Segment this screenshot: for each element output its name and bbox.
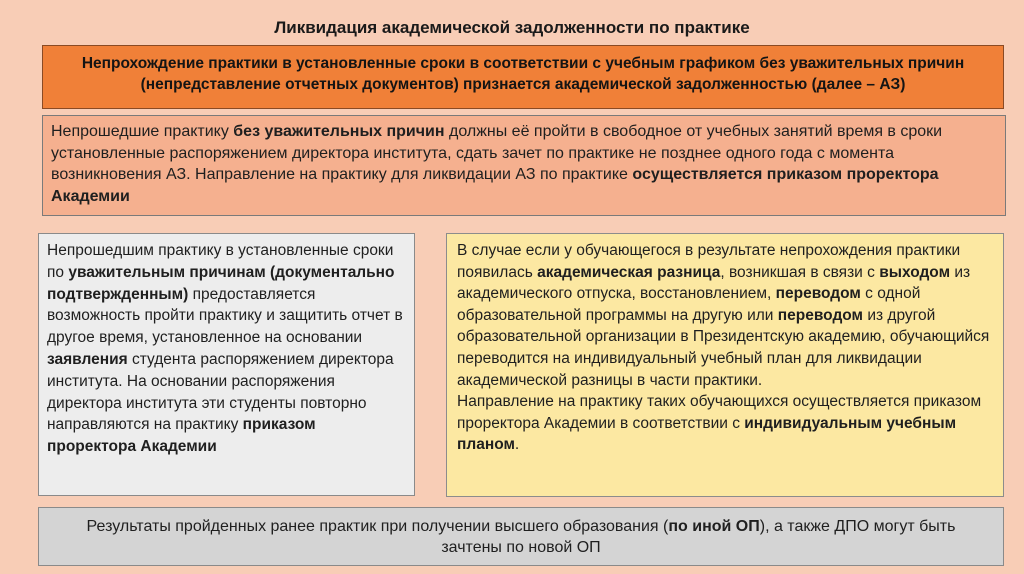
text-part: должны её пройти в свободное от учебных занятий время в сроки установленные распоряжением директора института, сдать зачет по практике не позднее одного года с момента возникновения АЗ. Направление на практику для ликвидации АЗ по практике [51,123,943,183]
emphasis: осуществляется приказом проректора Академии [51,166,939,205]
emphasis: приказом проректора Академии [47,416,316,456]
text-part: В случае если у обучающегося в результате непрохождения практики появилась [457,242,961,281]
valid-reason-block [38,233,415,496]
text-part: Направление на практику таких обучающихся осуществляется приказом проректора Академии в соответствии с [457,393,982,432]
previous-results-block [38,507,1004,566]
emphasis: переводом [777,306,864,324]
page-title: Ликвидация академической задолженности по практике [274,18,750,37]
emphasis: индивидуальным учебным планом [457,414,957,454]
text-part: предоставляется возможность пройти практику и защитить отчет в другое время, установленное на основании [47,285,403,347]
emphasis: заявления [47,350,128,368]
text-part: Результаты пройденных ранее практик при получении высшего образования ( [86,518,669,535]
text-part: студента распоряжением директора института. На основании распоряжения директора института эти студенты повторно направляются на практику [47,350,394,434]
academic-debt-definition [42,45,1004,109]
emphasis: по иной ОП [668,518,760,535]
text-part: из другой образовательной организации в Президентскую академию, обучающийся переводится на индивидуальный учебный план для ликвидации академической разницы в части практики. [457,306,990,389]
academic-difference-block [446,233,1004,497]
emphasis: без уважительных причин [233,123,445,140]
text-part: Непрошедшим практику в установленные сроки по [47,242,394,281]
text-part: , возникшая в связи с [720,263,880,281]
emphasis: выходом [879,263,951,281]
text-part: Непрошедшие практику [51,123,234,140]
text-part: с одной образовательной программы на другую или [457,285,921,324]
no-valid-reason-block [42,115,1006,216]
emphasis: уважительным причинам (документально подтвержденным) [47,263,395,303]
text-part: ), а также ДПО могут быть зачтены по новой ОП [441,518,956,556]
emphasis: академическая разница [537,263,721,281]
definition-text: Непрохождение практики в установленные сроки в соответствии с учебным графиком без уважительных причин (непредставление отчетных документов) признается академической задолженностью (далее – АЗ) [81,55,965,93]
text-part: из академического отпуска, восстановлением, [457,263,971,303]
emphasis: переводом [775,285,861,303]
text-part: . [514,436,520,454]
